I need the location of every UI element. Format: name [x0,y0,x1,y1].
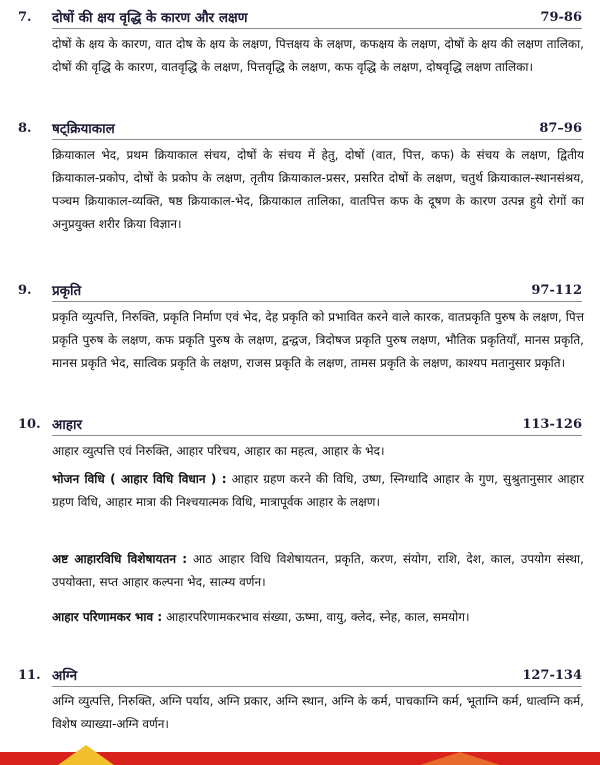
chapter-title: षट्क्रियाकाल [52,121,115,137]
chapter-number: 11. [18,668,41,683]
chapter-description: प्रकृति व्युत्पत्ति, निरुक्ति, प्रकृति निर्माण एवं भेद, देह प्रकृति को प्रभावित करने वाले कारक, वातप्रकृति पुरुष के लक्षण, पित्त प्रकृति पुरुष के लक्षण, कफ प्रकृति पुरुष के लक्षण, द्वन्द्वज, त्रिदोषज प्रकृति पुरुष लक्षण, भौतिक प्रकृतियाँ, मानस प्रकृति, मानस प्रकृति भेद, सात्विक प्रकृति के लक्षण, राजस प्रकृति के लक्षण, तामस प्रकृति के लक्षण, काश्यप मतानुसार प्रकृति। [52,310,584,370]
chapter-description: आहार व्युत्पत्ति एवं निरुक्ति, आहार परिचय, आहार का महत्व, आहार के भेद। [52,444,385,458]
subsection-heading: भोजन विधि ( आहार विधि विधान ) : [52,472,227,486]
chapter-pages: 87–96 [539,121,582,136]
subsection-aahar-parinamkar [52,606,584,629]
chapter-number: 10. [18,417,41,432]
chapter-number: 9. [18,283,32,298]
subsection-heading: आहार परिणामकर भाव : [52,610,163,624]
chapter-pages: 79-86 [540,10,582,25]
chapter-description: दोषों के क्षय के कारण, वात दोष के क्षय के लक्षण, पित्तक्षय के लक्षण, कफक्षय के लक्षण, दोषों के क्षय की लक्षण तालिका, दोषों की वृद्धि के कारण, वातवृद्धि के लक्षण, पित्तवृद्धि के लक्षण, कफ वृद्धि के लक्षण, दोषवृद्धि लक्षण तालिका। [52,37,584,74]
subsection-text: आठ आहार विधि विशेषायतन, प्रकृति, करण, संयोग, राशि, देश, काल, उपयोग संस्था, उपयोक्ता, सप्त आहार कल्पना भेद, सात्म्य वर्णन। [52,552,584,589]
chapter-number: 8. [18,121,32,136]
chapter-title: अग्नि [52,668,78,684]
subsection-text: आहारपरिणामकरभाव संख्या, ऊष्मा, वायु, क्लेद, स्नेह, काल, समयोग। [165,610,470,624]
subsection-bhojan-vidhi [52,468,584,514]
chapter-title: प्रकृति [52,283,82,299]
divider [52,301,582,302]
chapter-pages: 127-134 [522,668,582,683]
chapter-title: आहार [52,417,82,433]
divider [52,28,582,29]
divider [52,139,582,140]
chapter-number: 7. [18,10,32,25]
chapter-description: क्रियाकाल भेद, प्रथम क्रियाकाल संचय, दोषों के संचय में हेतु, दोषों (वात, पित्त, कफ) के संचय के लक्षण, द्वितीय क्रियाकाल-प्रकोप, दोषों के प्रकोप के लक्षण, तृतीय क्रियाकाल-प्रसर, प्रसरित दोषों के लक्षण, चतुर्थ क्रियाकाल-स्थानसंश्रय, पञ्चम क्रियाकाल-व्यक्ति, षष्ठ क्रियाकाल-भेद, क्रियाकाल तालिका, वातपित्त कफ के दूषण के कारण उत्पन्न हुये रोगों का अनुप्रयुक्त शरीर क्रिया विज्ञान। [52,148,584,231]
footer-decoration [0,743,600,765]
subsection-heading: अष्ट आहारविधि विशेषायतन : [52,552,188,566]
subsection-text: आहार ग्रहण करने की विधि, उष्ण, स्निग्धादि आहार के गुण, सुश्रुतानुसार आहार ग्रहण विधि, आहार मात्रा की निश्चयात्मक विधि, मात्रापूर्वक आहार के लक्षण। [52,472,584,509]
subsection-ashta-aaharvidhi [52,548,584,594]
divider [52,686,582,687]
chapter-description: अग्नि व्युत्पत्ति, निरुक्ति, अग्नि पर्याय, अग्नि प्रकार, अग्नि स्थान, अग्नि के कर्म, पाचकाग्नि कर्म, भूताग्नि कर्म, धात्वग्नि कर्म, विशेष व्याख्या-अग्नि वर्णन। [52,694,584,731]
chapter-pages: 113-126 [522,417,582,432]
footer-orange-triangle [420,752,500,765]
footer-yellow-triangle [58,745,114,765]
chapter-pages: 97-112 [531,283,582,298]
chapter-title: दोषों की क्षय वृद्धि के कारण और लक्षण [52,10,248,26]
divider [52,435,582,436]
